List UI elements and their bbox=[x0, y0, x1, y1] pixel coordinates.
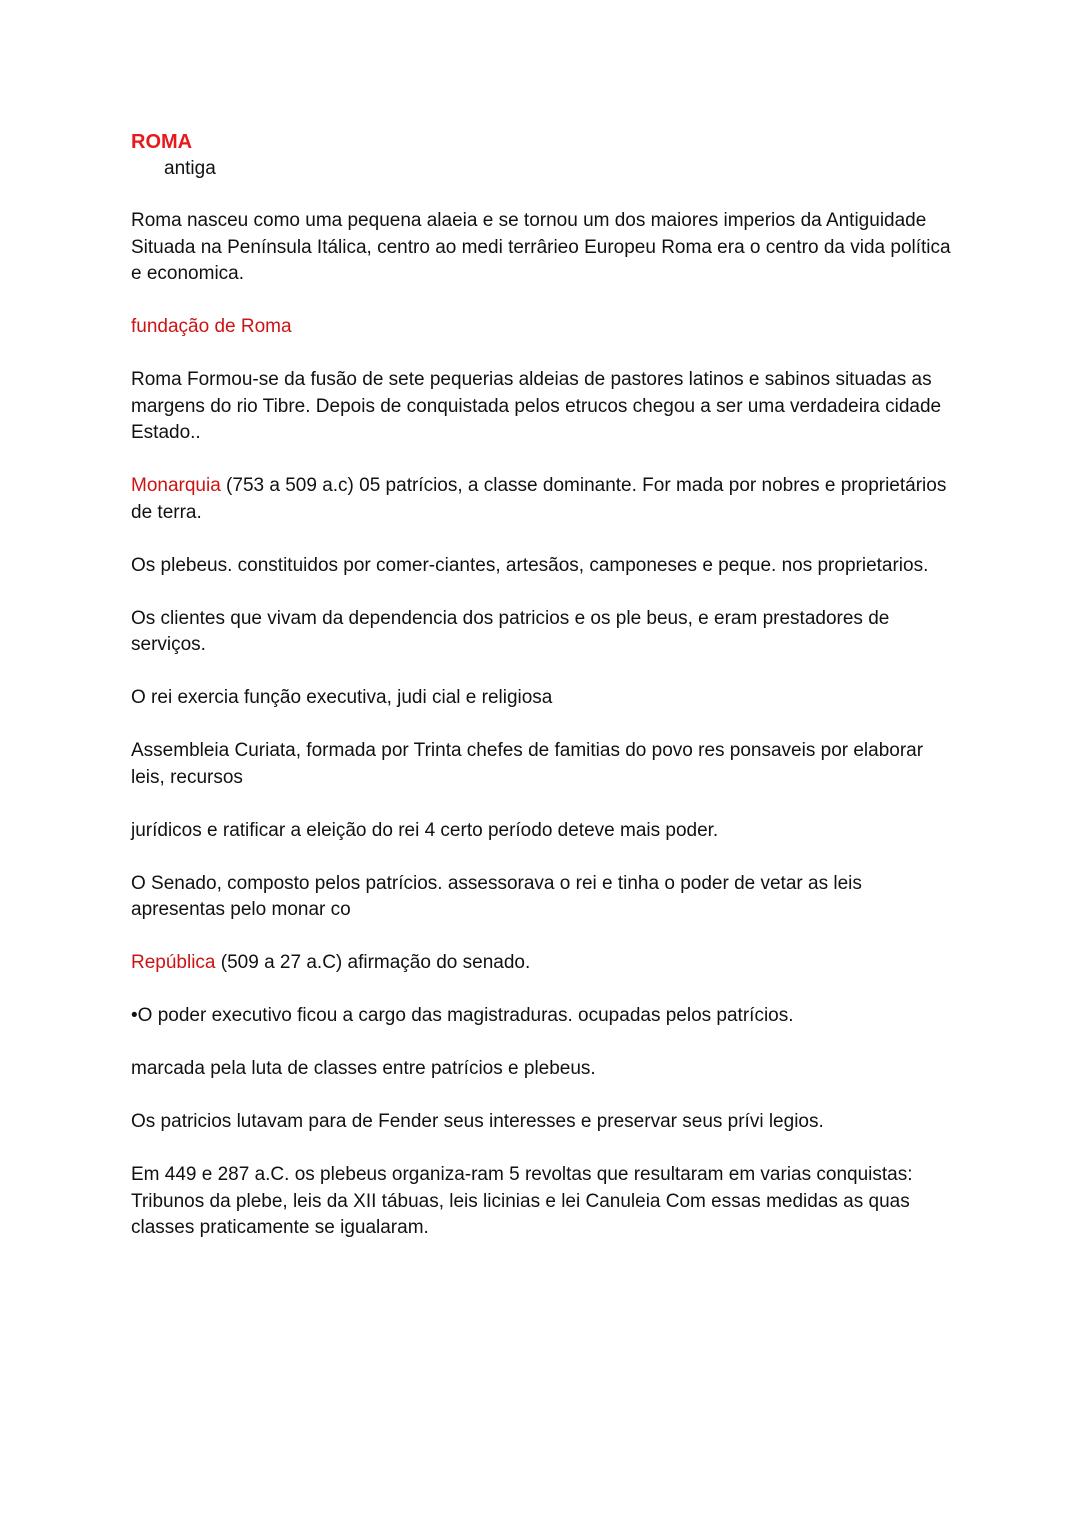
republica-paragraph bbox=[131, 950, 961, 977]
poder-executivo-paragraph: •O poder executivo ficou a cargo das magistraduras. ocupadas pelos patrícios. bbox=[131, 1005, 794, 1026]
rei-paragraph: O rei exercia função executiva, judi cial e religiosa bbox=[131, 687, 553, 708]
republica-text: (509 a 27 a.C) afirmação do senado. bbox=[215, 952, 531, 973]
assembleia-paragraph: Assembleia Curiata, formada por Trinta chefes de famitias do povo res ponsaveis por elaborar leis, recursos bbox=[131, 740, 924, 788]
luta-classes-paragraph: marcada pela luta de classes entre patrícios e plebeus. bbox=[131, 1058, 596, 1079]
clientes-paragraph: Os clientes que vivam da dependencia dos patricios e os ple beus, e eram prestadores de serviços. bbox=[131, 607, 890, 655]
republica-label: República bbox=[131, 952, 216, 973]
senado-paragraph: O Senado, composto pelos patrícios. assessorava o rei e tinha o poder de vetar as leis apresentas pelo monar co bbox=[131, 872, 862, 920]
document-subtitle: antiga bbox=[164, 158, 216, 179]
intro-paragraph: Roma nasceu como uma pequena alaeia e se tornou um dos maiores imperios da Antiguidade Situada na Península Itálica, centro ao medi terrârieo Europeu Roma era o centro da vida política e economica. bbox=[131, 210, 951, 284]
juridicos-paragraph: jurídicos e ratificar a eleição do rei 4 certo período deteve mais poder. bbox=[131, 819, 719, 841]
patricios-paragraph: Os patricios lutavam para de Fender seus interesses e preservar seus prívi legios. bbox=[131, 1111, 824, 1132]
document-title: ROMA bbox=[131, 131, 193, 153]
monarquia-label: Monarquia bbox=[131, 475, 221, 496]
revoltas-paragraph: Em 449 e 287 a.C. os plebeus organiza-ram 5 revoltas que resultaram em varias conquistas: Tribunos da plebe, leis da XII tábuas, leis licinias e lei Canuleia Com essas medidas as quas classes praticamente se igualaram. bbox=[131, 1164, 913, 1238]
plebeus-paragraph: Os plebeus. constituidos por comer-ciantes, artesãos, camponeses e peque. nos proprietarios. bbox=[131, 554, 929, 576]
fundacao-heading: fundação de Roma bbox=[131, 316, 292, 337]
monarquia-paragraph bbox=[131, 473, 961, 526]
fundacao-paragraph: Roma Formou-se da fusão de sete pequerias aldeias de pastores latinos e sabinos situadas as margens do rio Tibre. Depois de conquistada pelos etrucos chegou a ser uma verdadeira cidade Estado.. bbox=[131, 369, 942, 443]
monarquia-text: (753 a 509 a.c) 05 patrícios, a classe dominante. For mada por nobres e proprietários de terra. bbox=[131, 475, 947, 523]
document-page bbox=[131, 128, 961, 1268]
